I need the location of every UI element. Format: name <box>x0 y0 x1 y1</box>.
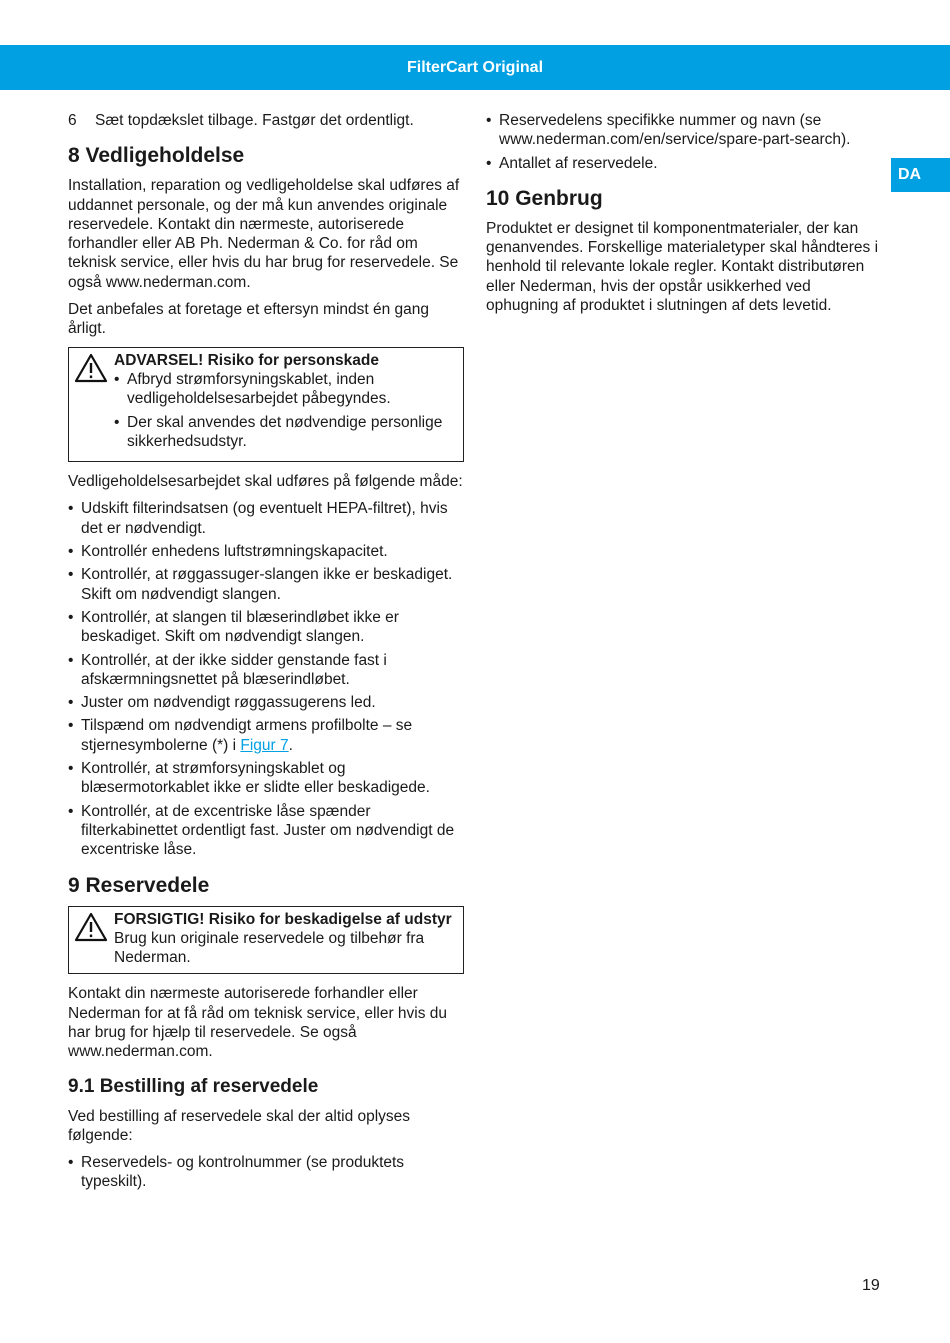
section-9-heading: 9 Reservedele <box>68 873 210 897</box>
warning-triangle-icon <box>74 353 108 383</box>
warning-item: • Afbryd strømforsyningskablet, inden vedligeholdelsesarbejdet påbegyndes. <box>114 370 458 409</box>
section-8-paragraph-1: Installation, reparation og vedligeholdelse skal udføres af uddannet personale, og der må kun anvendes originale reservedele. Kontakt din nærmeste, autoriserede forhandler eller AB Ph. Nederman & Co. for råd om teknisk service, eller hvis du har brug for reservedele. Se også www.nederman.com. <box>68 177 460 291</box>
list-item <box>68 716 464 755</box>
section-10-paragraph-1: Produktet er designet til komponentmaterialer, der kan genanvendes. Forskellige materialetyper skal håndteres i henhold til relevante lokale regler. Kontakt distributøren eller Nederman, hvis der opstår usikkerhed ved ophugning af produktet i slutningen af dets levetid. <box>486 219 879 315</box>
list-item: • Kontrollér, at slangen til blæserindløbet ikke er beskadiget. Skift om nødvendigt slangen. <box>68 608 464 647</box>
step-text: Sæt topdækslet tilbage. Fastgør det ordentligt. <box>95 112 414 129</box>
step-number: 6 <box>68 112 77 129</box>
warning-box <box>68 347 464 462</box>
step-6 <box>68 111 464 130</box>
figure-7-link[interactable]: Figur 7 <box>240 736 289 754</box>
warning-title: ADVARSEL! Risiko for personskade <box>114 351 379 369</box>
list-item: • Reservedels- og kontrolnummer (se produktets typeskilt). <box>68 1153 464 1192</box>
warning-triangle-icon <box>74 912 108 942</box>
list-item: • Kontrollér, at strømforsyningskablet og blæsermotorkablet ikke er slidte eller beskadigede. <box>68 759 464 798</box>
list-item: • Kontrollér, at der ikke sidder genstande fast i afskærmningsnettet på blæserindløbet. <box>68 651 464 690</box>
document-title: FilterCart Original <box>406 59 544 76</box>
list-item-text: . <box>288 736 293 754</box>
caution-box <box>68 906 464 975</box>
list-item: • Reservedelens specifikke nummer og navn (se www.nederman.com/en/service/spare-part-search). <box>486 111 886 150</box>
list-item: • Kontrollér enhedens luftstrømningskapacitet. <box>68 542 464 561</box>
list-item: • Antallet af reservedele. <box>486 154 886 173</box>
section-9-1-heading: 9.1 Bestilling af reservedele <box>68 1075 319 1097</box>
caution-text: Brug kun originale reservedele og tilbehør fra Nederman. <box>114 929 425 967</box>
page-number: 19 <box>862 1277 880 1294</box>
caution-title: FORSIGTIG! Risiko for beskadigelse af udstyr <box>114 910 452 928</box>
maintenance-list <box>68 499 464 859</box>
list-item: • Juster om nødvendigt røggassugerens led. <box>68 693 464 712</box>
language-tab: DA <box>891 158 950 192</box>
list-item: • Udskift filterindsatsen (og eventuelt HEPA-filtret), hvis det er nødvendigt. <box>68 499 464 538</box>
order-info-list-continued <box>486 111 886 173</box>
section-9-paragraph-1: Kontakt din nærmeste autoriserede forhandler eller Nederman for at få råd om teknisk service, eller hvis du har brug for hjælp til reservedele. Se også www.nederman.com. <box>68 985 448 1061</box>
list-item-text: Tilspænd om nødvendigt armens profilbolte – se stjernesymbolerne (*) i <box>81 717 413 754</box>
list-item: • Kontrollér, at røggassuger-slangen ikke er beskadiget. Skift om nødvendigt slangen. <box>68 565 464 604</box>
warning-list <box>114 370 458 451</box>
order-info-list <box>68 1153 464 1192</box>
warning-item: • Der skal anvendes det nødvendige personlige sikkerhedsudstyr. <box>114 413 458 452</box>
right-column <box>486 111 886 323</box>
section-8-heading: 8 Vedligeholdelse <box>68 144 245 168</box>
section-8-paragraph-2: Det anbefales at foretage et eftersyn mindst én gang årligt. <box>68 301 430 338</box>
section-8-paragraph-3: Vedligeholdelsesarbejdet skal udføres på følgende måde: <box>68 473 463 491</box>
header-bar <box>0 45 950 90</box>
left-column <box>68 111 464 1196</box>
list-item: • Kontrollér, at de excentriske låse spænder filterkabinettet ordentligt fast. Juster om nødvendigt de excentriske låse. <box>68 802 464 860</box>
section-9-1-paragraph-1: Ved bestilling af reservedele skal der altid oplyses følgende: <box>68 1107 411 1144</box>
section-10-heading: 10 Genbrug <box>486 186 603 210</box>
